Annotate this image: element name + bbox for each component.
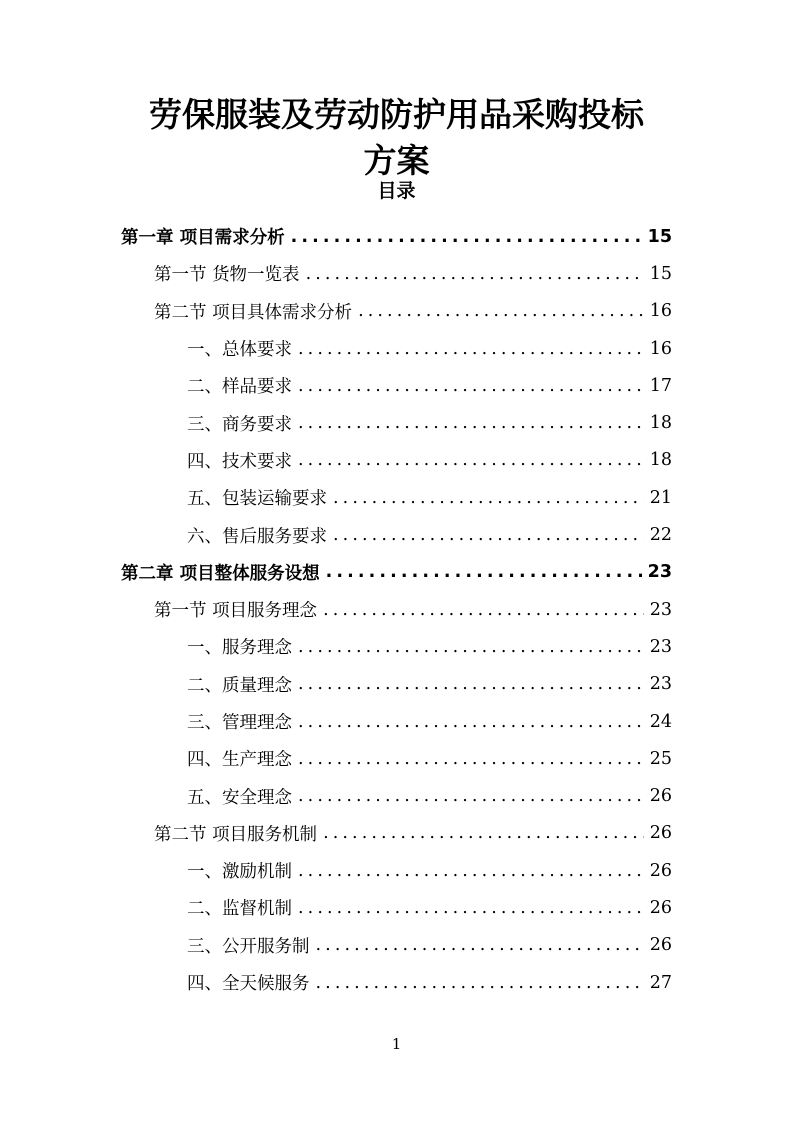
toc-entry-subsection[interactable] — [0, 703, 793, 740]
toc-entry-subsection[interactable] — [0, 442, 793, 479]
toc-entry-label: 第一节 货物一览表 — [154, 265, 300, 286]
toc-entry-chapter[interactable] — [0, 554, 793, 591]
toc-entry-page-number: 23 — [649, 599, 672, 620]
page-number: 1 — [391, 1035, 402, 1053]
toc-entry-label: 一、服务理念 — [187, 638, 292, 659]
toc-entry-page-number: 15 — [647, 226, 672, 247]
toc-dot-leader — [298, 712, 644, 732]
toc-entry-label: 一、激励机制 — [187, 862, 292, 883]
toc-dot-leader — [326, 562, 642, 582]
toc-dot-leader — [323, 823, 644, 843]
toc-entry-section[interactable] — [0, 293, 793, 330]
toc-dot-leader — [306, 264, 644, 284]
toc-dot-leader — [298, 637, 644, 657]
toc-dot-leader — [291, 227, 642, 247]
toc-dot-leader — [333, 488, 644, 508]
toc-entry-label: 五、安全理念 — [187, 787, 292, 808]
toc-dot-leader — [298, 786, 644, 806]
toc-entry-page-number: 26 — [649, 935, 672, 956]
toc-entry-label: 四、技术要求 — [187, 451, 292, 472]
toc-entry-label: 二、质量理念 — [187, 675, 292, 696]
toc-entry-label: 六、售后服务要求 — [187, 526, 327, 547]
toc-entry-subsection[interactable] — [0, 666, 793, 703]
toc-entry-section[interactable] — [0, 591, 793, 628]
toc-entry-subsection[interactable] — [0, 964, 793, 1001]
toc-dot-leader — [298, 749, 644, 769]
toc-entry-page-number: 25 — [649, 748, 672, 769]
toc-dot-leader — [298, 376, 644, 396]
toc-entry-label: 四、全天候服务 — [187, 974, 310, 995]
toc-entry-label: 第一节 项目服务理念 — [154, 601, 318, 622]
table-of-contents — [0, 218, 793, 1001]
toc-dot-leader — [298, 413, 644, 433]
toc-entry-page-number: 23 — [647, 562, 672, 583]
toc-entry-page-number: 23 — [649, 674, 672, 695]
toc-entry-page-number: 15 — [649, 263, 672, 284]
toc-entry-page-number: 26 — [649, 860, 672, 881]
toc-dot-leader — [316, 935, 644, 955]
toc-entry-subsection[interactable] — [0, 628, 793, 665]
toc-entry-subsection[interactable] — [0, 330, 793, 367]
toc-entry-page-number: 26 — [649, 786, 672, 807]
toc-entry-page-number: 21 — [649, 487, 672, 508]
toc-dot-leader — [298, 898, 644, 918]
toc-entry-label: 四、生产理念 — [187, 750, 292, 771]
toc-entry-label: 二、样品要求 — [187, 377, 292, 398]
toc-entry-subsection[interactable] — [0, 479, 793, 516]
document-title-line-2: 方案 — [363, 141, 430, 180]
document-title-line-1: 劳保服装及劳动防护用品采购投标 — [149, 95, 644, 134]
toc-entry-label: 三、商务要求 — [187, 414, 292, 435]
toc-dot-leader — [316, 973, 644, 993]
toc-entry-subsection[interactable] — [0, 927, 793, 964]
toc-entry-label: 一、总体要求 — [187, 340, 292, 361]
toc-entry-page-number: 17 — [649, 375, 672, 396]
toc-entry-page-number: 23 — [649, 636, 672, 657]
toc-dot-leader — [298, 674, 644, 694]
toc-entry-section[interactable] — [0, 815, 793, 852]
toc-dot-leader — [358, 301, 644, 321]
toc-entry-label: 第二节 项目服务机制 — [154, 824, 318, 845]
toc-entry-subsection[interactable] — [0, 516, 793, 553]
toc-entry-section[interactable] — [0, 255, 793, 292]
toc-entry-page-number: 26 — [649, 897, 672, 918]
toc-entry-page-number: 22 — [649, 525, 672, 546]
toc-entry-label: 三、管理理念 — [187, 713, 292, 733]
toc-entry-label: 二、监督机制 — [187, 899, 292, 920]
toc-entry-label: 第二节 项目具体需求分析 — [154, 302, 353, 323]
toc-dot-leader — [333, 525, 644, 545]
toc-entry-label: 第二章 项目整体服务设想 — [121, 563, 320, 584]
toc-entry-subsection[interactable] — [0, 740, 793, 777]
toc-entry-subsection[interactable] — [0, 404, 793, 441]
toc-dot-leader — [298, 861, 644, 881]
toc-entry-page-number: 16 — [649, 301, 672, 322]
toc-dot-leader — [298, 450, 644, 470]
toc-entry-page-number: 18 — [649, 450, 672, 471]
toc-dot-leader — [323, 600, 644, 620]
toc-entry-subsection[interactable] — [0, 852, 793, 889]
toc-entry-page-number: 27 — [649, 972, 672, 993]
toc-heading: 目录 — [377, 180, 416, 202]
toc-entry-page-number: 24 — [649, 711, 672, 732]
toc-entry-label: 第一章 项目需求分析 — [121, 228, 285, 249]
toc-entry-page-number: 26 — [649, 823, 672, 844]
toc-entry-label: 五、包装运输要求 — [187, 489, 327, 510]
toc-entry-subsection[interactable] — [0, 889, 793, 926]
document-title — [0, 92, 793, 184]
toc-entry-chapter[interactable] — [0, 218, 793, 255]
toc-entry-subsection[interactable] — [0, 367, 793, 404]
toc-entry-subsection[interactable] — [0, 777, 793, 814]
toc-entry-label: 三、公开服务制 — [187, 936, 310, 957]
toc-entry-page-number: 18 — [649, 413, 672, 434]
toc-entry-page-number: 16 — [649, 338, 672, 359]
toc-dot-leader — [298, 339, 644, 359]
